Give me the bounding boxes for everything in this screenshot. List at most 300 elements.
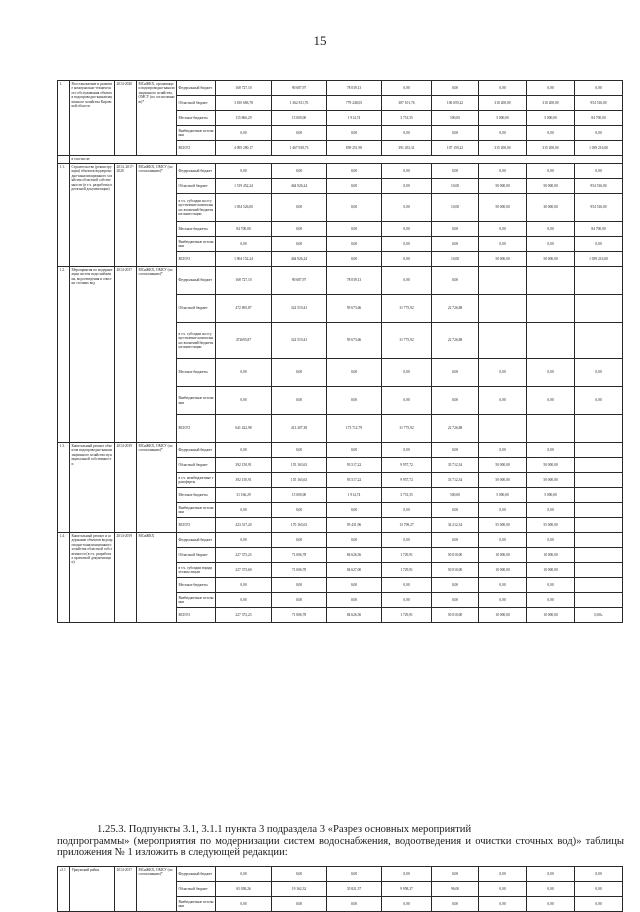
funding-value: 0,00 [432, 222, 479, 237]
funding-value: 0,00 [382, 267, 432, 295]
funding-value: 954 516,00 [575, 194, 623, 222]
funding-value: 0,00 [272, 897, 327, 912]
funding-value [527, 323, 575, 359]
funding-value: 0,00 [382, 194, 432, 222]
funding-value: 0,00 [382, 252, 432, 267]
funding-value: 93 517,22 [327, 458, 382, 473]
funding-source-label: Федеральный бюджет [177, 164, 216, 179]
funding-value: 78 039,13 [327, 267, 382, 295]
funding-value: 3 751,55 [382, 488, 432, 503]
funding-value: 0,00 [432, 593, 479, 608]
funding-value: 155 163,63 [272, 473, 327, 488]
funding-value: 315 200,00 [527, 141, 575, 156]
funding-value: 0,00 [382, 533, 432, 548]
funding-value: 50 000,00 [527, 252, 575, 267]
funding-value: 50 010,00 [432, 608, 479, 623]
funding-value: 155 163,63 [272, 458, 327, 473]
funding-value [575, 323, 623, 359]
funding-value: 65 038,26 [216, 882, 272, 897]
funding-value: 10 000,00 [527, 563, 575, 578]
funding-value: 0,00 [382, 222, 432, 237]
funding-source-label: в т.ч. субсидии на осуществление капитальных вложений бюджетные инвестиции [177, 194, 216, 222]
funding-value [575, 443, 623, 458]
funding-source-label: Местные бюджеты [177, 222, 216, 237]
funding-value: 227 373,23 [216, 608, 272, 623]
funding-value: 464 926,24 [272, 252, 327, 267]
funding-value: 0,00 [432, 81, 479, 96]
funding-value: 95 673,66 [327, 323, 382, 359]
funding-value: 0,00 [432, 267, 479, 295]
funding-value: 0,00 [575, 164, 623, 179]
funding-source-label: ВСЕГО [177, 608, 216, 623]
funding-value: 50 000,00 [527, 458, 575, 473]
section-number: 1.1. [58, 164, 70, 267]
funding-value: 0,00 [432, 533, 479, 548]
funding-value: 0,00 [382, 578, 432, 593]
funding-value: 954 516,00 [575, 96, 623, 111]
funding-source-label: ВСЕГО [177, 252, 216, 267]
funding-source-label: Внебюджетные источники [177, 126, 216, 141]
funding-value: 0,00 [382, 126, 432, 141]
funding-value [575, 488, 623, 503]
funding-value: 0,00 [575, 237, 623, 252]
funding-value: 71 006,78 [272, 548, 327, 563]
section-period: 2014-2019 [115, 443, 137, 533]
funding-source-label: Внебюджетные источники [177, 503, 216, 518]
funding-value: 71 006,78 [272, 563, 327, 578]
funding-value: 0,00 [216, 867, 272, 882]
funding-value: 10,00 [432, 194, 479, 222]
funding-value: 310 200,00 [479, 96, 527, 111]
funding-value: 10,00 [432, 179, 479, 194]
funding-value: 50 000,00 [527, 179, 575, 194]
funding-value: 0,00 [479, 126, 527, 141]
funding-source-label: в т.ч. межбюджетные трансферты [177, 473, 216, 488]
funding-value: 0,00 [479, 867, 527, 882]
funding-value: 15 000,00 [272, 488, 327, 503]
funding-value: 0,00 [479, 222, 527, 237]
section-number: 1.4. [58, 533, 70, 623]
funding-value: 0,00 [575, 897, 623, 912]
funding-value: 0,00 [382, 237, 432, 252]
funding-value: 322 519,41 [272, 323, 327, 359]
funding-value: 0,00 [527, 81, 575, 96]
funding-value: 10,00 [432, 252, 479, 267]
funding-value: 0,00 [527, 867, 575, 882]
funding-value: 31 775,92 [382, 295, 432, 323]
funding-value: 10 000,00 [527, 608, 575, 623]
funding-value: 107 159,22 [432, 141, 479, 156]
funding-value: 1 519 452,24 [216, 179, 272, 194]
funding-value: 0,00 [327, 533, 382, 548]
funding-value: 0,00 [272, 443, 327, 458]
section-number: 1. [58, 81, 70, 156]
funding-value: 3 810 686,78 [216, 96, 272, 111]
funding-value [575, 518, 623, 533]
funding-value: 0,00 [575, 81, 623, 96]
funding-value: 0,00 [382, 164, 432, 179]
funding-value: 170 163,63 [272, 518, 327, 533]
funding-value: 0,00 [527, 126, 575, 141]
funding-value: 173 712,79 [327, 415, 382, 443]
funding-value: 0,00 [327, 237, 382, 252]
funding-value: 15 000,00 [272, 111, 327, 126]
funding-value: 0,00 [382, 867, 432, 882]
funding-value: 0,00 [479, 503, 527, 518]
funding-value: 0,00 [272, 387, 327, 415]
funding-source-label: Местные бюджеты [177, 359, 216, 387]
funding-value: 0,00 [327, 359, 382, 387]
funding-value: 4 095 280,17 [216, 141, 272, 156]
funding-value: 1 904 152,24 [216, 252, 272, 267]
amendment-paragraph [57, 824, 624, 859]
funding-value: 0,00 [216, 387, 272, 415]
funding-value: 0,00 [327, 126, 382, 141]
funding-value: 387 101,76 [382, 96, 432, 111]
funding-source-label: Местные бюджеты [177, 111, 216, 126]
funding-value: 0,00 [575, 867, 623, 882]
funding-value: 0,00 [479, 359, 527, 387]
funding-value: 30 000,00 [527, 194, 575, 222]
funding-value: 0,00» [575, 608, 623, 623]
funding-source-label: ВСЕГО [177, 415, 216, 443]
funding-value: 50 000,00 [527, 473, 575, 488]
funding-value [479, 323, 527, 359]
funding-value: 50 000,00 [479, 179, 527, 194]
funding-value: 13 709,27 [382, 518, 432, 533]
funding-value [575, 473, 623, 488]
funding-value: 0,00 [382, 359, 432, 387]
funding-value [575, 503, 623, 518]
table-row [58, 267, 623, 295]
funding-value: 0,00 [432, 503, 479, 518]
funding-value: 9 957,72 [382, 473, 432, 488]
funding-value: 0,00 [272, 237, 327, 252]
funding-value: 1 729,91 [382, 548, 432, 563]
funding-value: 413 207,38 [272, 415, 327, 443]
funding-value: 0,00 [527, 882, 575, 897]
section-executor: МСиЖКХ, ОМСУ (по согласованию)* [137, 867, 177, 912]
funding-value: 0,00 [216, 359, 272, 387]
section-executor: МСиЖКХ, организации водопроводно-канализационного хозяйства, ОМСУ (по согласованию)* [137, 81, 177, 156]
funding-value: 0,00 [327, 443, 382, 458]
funding-value: 0,00 [432, 578, 479, 593]
funding-source-label: Внебюджетные источники [177, 593, 216, 608]
funding-value: 84 700,00 [575, 111, 623, 126]
funding-value: 0,00 [527, 237, 575, 252]
funding-value: 84 700,00 [575, 222, 623, 237]
funding-value: 90 687,97 [272, 267, 327, 295]
funding-value: 391 453,31 [382, 141, 432, 156]
funding-source-label: Федеральный бюджет [177, 81, 216, 96]
funding-value: 1 729,91 [382, 608, 432, 623]
section-name: Мероприятия по модернизации систем водоснабжения, водоотведения и очистки сточных вод [70, 267, 115, 443]
funding-value: 0,00 [527, 443, 575, 458]
funding-value: 0,00 [216, 126, 272, 141]
funding-source-label: ВСЕГО [177, 141, 216, 156]
funding-value: 0,00 [272, 593, 327, 608]
funding-value: 0,00 [327, 179, 382, 194]
funding-source-label: Областной бюджет [177, 548, 216, 563]
section-period: 2014-2020 [115, 81, 137, 156]
funding-value [575, 533, 623, 548]
funding-value: 95 431,96 [327, 518, 382, 533]
funding-value: 0,00 [272, 578, 327, 593]
funding-value [575, 267, 623, 295]
funding-value: 22 726,88 [432, 295, 479, 323]
funding-value: 50 000,00 [479, 458, 527, 473]
table-row [58, 867, 623, 882]
funding-value: 9 958,37 [382, 882, 432, 897]
section-period: 2014-2017 [115, 267, 137, 443]
funding-value: 0,00 [527, 897, 575, 912]
funding-value: 227 373,60 [216, 563, 272, 578]
funding-value [527, 295, 575, 323]
funding-source-label: ВСЕГО [177, 518, 216, 533]
funding-value: 84 626,56 [327, 548, 382, 563]
funding-value: 1 914,74 [327, 111, 382, 126]
funding-value: 0,00 [479, 578, 527, 593]
funding-source-label: Областной бюджет [177, 882, 216, 897]
funding-value: 0,00 [527, 164, 575, 179]
funding-value: 0,00 [432, 164, 479, 179]
funding-source-label: Местные бюджеты [177, 488, 216, 503]
funding-value: 0,00 [432, 897, 479, 912]
funding-value [575, 415, 623, 443]
funding-value: 33 712,34 [432, 473, 479, 488]
funding-value: 859 251,90 [327, 141, 382, 156]
funding-value: 55 000,00 [527, 518, 575, 533]
funding-value: 0,00 [479, 897, 527, 912]
funding-source-label: Федеральный бюджет [177, 443, 216, 458]
section-executor: МСиЖКХ, ОМСУ (по согласованию)* [137, 267, 177, 443]
funding-value [575, 548, 623, 563]
funding-value: 0,00 [272, 503, 327, 518]
funding-value: 0,00 [575, 387, 623, 415]
funding-value: 423 317,20 [216, 518, 272, 533]
funding-value: 0,00 [432, 867, 479, 882]
funding-value: 0,00 [382, 81, 432, 96]
funding-value: 3 751,55 [382, 111, 432, 126]
funding-value: 0,00 [382, 503, 432, 518]
funding-value: 50 010,00 [432, 548, 479, 563]
table-row [58, 443, 623, 458]
funding-value: 500,00 [432, 488, 479, 503]
funding-value: 0,00 [575, 359, 623, 387]
funding-value: 0,00 [479, 533, 527, 548]
funding-value: 5 000,00 [527, 488, 575, 503]
funding-value: 0,00 [479, 593, 527, 608]
funding-value: 472695,87 [216, 323, 272, 359]
funding-value: 0,00 [216, 533, 272, 548]
funding-value: 95 673,66 [327, 295, 382, 323]
table-row [58, 164, 623, 179]
funding-value: 0,00 [479, 164, 527, 179]
funding-value [479, 295, 527, 323]
funding-value: 0,00 [272, 867, 327, 882]
funding-value: 0,00 [272, 533, 327, 548]
funding-value: 0,00 [272, 359, 327, 387]
funding-value: 0,00 [327, 387, 382, 415]
funding-value: 0,00 [327, 252, 382, 267]
funding-value: 31 775,92 [382, 415, 432, 443]
funding-value: 0,00 [216, 503, 272, 518]
funding-value: 0,00 [216, 164, 272, 179]
section-period: 2014-2019 [115, 533, 137, 623]
funding-value: 1 914,74 [327, 488, 382, 503]
funding-value: 0,00 [432, 387, 479, 415]
funding-value: 22 726,88 [432, 415, 479, 443]
funding-value: 0,00 [327, 867, 382, 882]
funding-value: 31 775,92 [382, 323, 432, 359]
funding-value: 0,00 [575, 126, 623, 141]
funding-value: 10 000,00 [479, 608, 527, 623]
funding-value: 0,00 [432, 237, 479, 252]
funding-value: 0,00 [432, 126, 479, 141]
funding-value: 0,00 [327, 194, 382, 222]
funding-value: 84 627,00 [327, 563, 382, 578]
funding-value [479, 267, 527, 295]
funding-value: 168 727,10 [216, 81, 272, 96]
funding-value: 472 695,87 [216, 295, 272, 323]
funding-source-label: Местные бюджеты [177, 578, 216, 593]
funding-value: 10 000,00 [479, 548, 527, 563]
funding-value: 0,00 [479, 882, 527, 897]
funding-value: 0,00 [527, 578, 575, 593]
funding-value: 10 000,00 [479, 563, 527, 578]
funding-value: 0,00 [479, 387, 527, 415]
funding-value [527, 415, 575, 443]
funding-value: 0,00 [327, 222, 382, 237]
funding-value: 0,00 [382, 443, 432, 458]
funding-value [575, 563, 623, 578]
funding-value: 34 212,34 [432, 518, 479, 533]
funding-source-label: Областной бюджет [177, 458, 216, 473]
funding-value: 0,00 [216, 443, 272, 458]
funding-value: 84 700,00 [216, 222, 272, 237]
funding-value: 0,00 [327, 897, 382, 912]
funding-value: 1 039 216,00 [575, 252, 623, 267]
funding-source-label: в т.ч. субсидии юридическим лицам [177, 563, 216, 578]
funding-source-label: Федеральный бюджет [177, 267, 216, 295]
section-name: в том числе: [70, 156, 623, 164]
funding-value: 1 729,91 [382, 563, 432, 578]
funding-value: 0,00 [527, 222, 575, 237]
funding-value: 50 000,00 [479, 252, 527, 267]
funding-value: 0,00 [216, 593, 272, 608]
replacement-table [57, 866, 623, 912]
section-number: 1.3. [58, 443, 70, 533]
funding-value: 0,00 [527, 593, 575, 608]
funding-value: 9 957,72 [382, 458, 432, 473]
section-period: 2014-2017 [115, 867, 137, 912]
funding-value: 22 726,88 [432, 323, 479, 359]
funding-value: 0,00 [327, 503, 382, 518]
funding-value: 0,00 [216, 578, 272, 593]
funding-source-label: Внебюджетные источники [177, 897, 216, 912]
funding-value: 1 362 811,76 [272, 96, 327, 111]
funding-value: 0,00 [575, 882, 623, 897]
section-number: «3.1 [58, 867, 70, 912]
table-row [58, 533, 623, 548]
funding-value: 96,00 [432, 882, 479, 897]
funding-value: 227 373,23 [216, 548, 272, 563]
funding-value [575, 295, 623, 323]
funding-value: 0,00 [382, 387, 432, 415]
funding-value: 322 519,41 [272, 295, 327, 323]
funding-value: 0,00 [327, 164, 382, 179]
funding-source-label: Федеральный бюджет [177, 867, 216, 882]
funding-value: 779 248,03 [327, 96, 382, 111]
funding-value: 10 000,00 [527, 548, 575, 563]
funding-value: 50 000,00 [479, 473, 527, 488]
section-executor: МСиЖКХ, ОМСУ (по согласованию)* [137, 164, 177, 267]
funding-table [57, 80, 623, 623]
funding-value [527, 267, 575, 295]
funding-value: 90 687,97 [272, 81, 327, 96]
funding-value: 35 821,57 [327, 882, 382, 897]
funding-source-label: Федеральный бюджет [177, 533, 216, 548]
funding-value: 500,00 [432, 111, 479, 126]
funding-value: 0,00 [327, 593, 382, 608]
funding-value: 0,00 [479, 443, 527, 458]
funding-value: 5 000,00 [479, 111, 527, 126]
funding-value [479, 415, 527, 443]
funding-value: 392 150,91 [216, 473, 272, 488]
funding-value: 31 166,29 [216, 488, 272, 503]
funding-value: 0,00 [479, 81, 527, 96]
section-name: Восстановление и развитие коммунально-технического обслуживания объектов водопроводно-канализационного хозяйства Кировской области [70, 81, 115, 156]
funding-value: 0,00 [382, 593, 432, 608]
funding-value: 0,00 [479, 237, 527, 252]
section-number [58, 156, 70, 164]
page-number: 15 [313, 33, 327, 48]
table-row [58, 81, 623, 96]
section-period: 2014, 2017-2020 [115, 164, 137, 267]
funding-source-label: Областной бюджет [177, 96, 216, 111]
funding-value: 310 200,00 [527, 96, 575, 111]
funding-value: 115 866,29 [216, 111, 272, 126]
paragraph-continuation: подпрограммы» (мероприятия по модернизации систем водоснабжения, водоотведения и очистки сточных вод)» таблицы приложения № 1 изложить в следующей редакции: [57, 835, 624, 858]
funding-value: 392 150,91 [216, 458, 272, 473]
section-name: Капитальный ремонт и содержание объектов водопроводно-канализационного хозяйства областной собственности (в т.ч. разработка проектной документации) [70, 533, 115, 623]
funding-value: 954 516,00 [575, 179, 623, 194]
funding-value: 0,00 [216, 237, 272, 252]
funding-value: 33 712,34 [432, 458, 479, 473]
funding-value: 71 006,78 [272, 608, 327, 623]
funding-value: 315 200,00 [479, 141, 527, 156]
funding-value: 0,00 [272, 126, 327, 141]
funding-source-label: Областной бюджет [177, 295, 216, 323]
funding-value: 0,00 [216, 897, 272, 912]
funding-value: 0,00 [527, 387, 575, 415]
funding-value: 0,00 [527, 503, 575, 518]
funding-value: 5 000,00 [479, 488, 527, 503]
table-row [58, 156, 623, 164]
funding-value: 0,00 [382, 179, 432, 194]
funding-value [575, 578, 623, 593]
section-name: Строительство (реконструкция) объектов водопроводно-канализационного хозяйства областной собственности (в т.ч. разработка проектной документации) [70, 164, 115, 267]
section-executor: МСиЖКХ, ОМСУ (по согласованию)* [137, 443, 177, 533]
funding-value: 1 054 526,00 [216, 194, 272, 222]
funding-value: 0,00 [272, 164, 327, 179]
funding-value: 0,00 [432, 359, 479, 387]
funding-value: 168 727,10 [216, 267, 272, 295]
funding-value: 0,00 [527, 359, 575, 387]
funding-source-label: Областной бюджет [177, 179, 216, 194]
funding-value: 0,00 [272, 194, 327, 222]
funding-value: 0,00 [432, 443, 479, 458]
